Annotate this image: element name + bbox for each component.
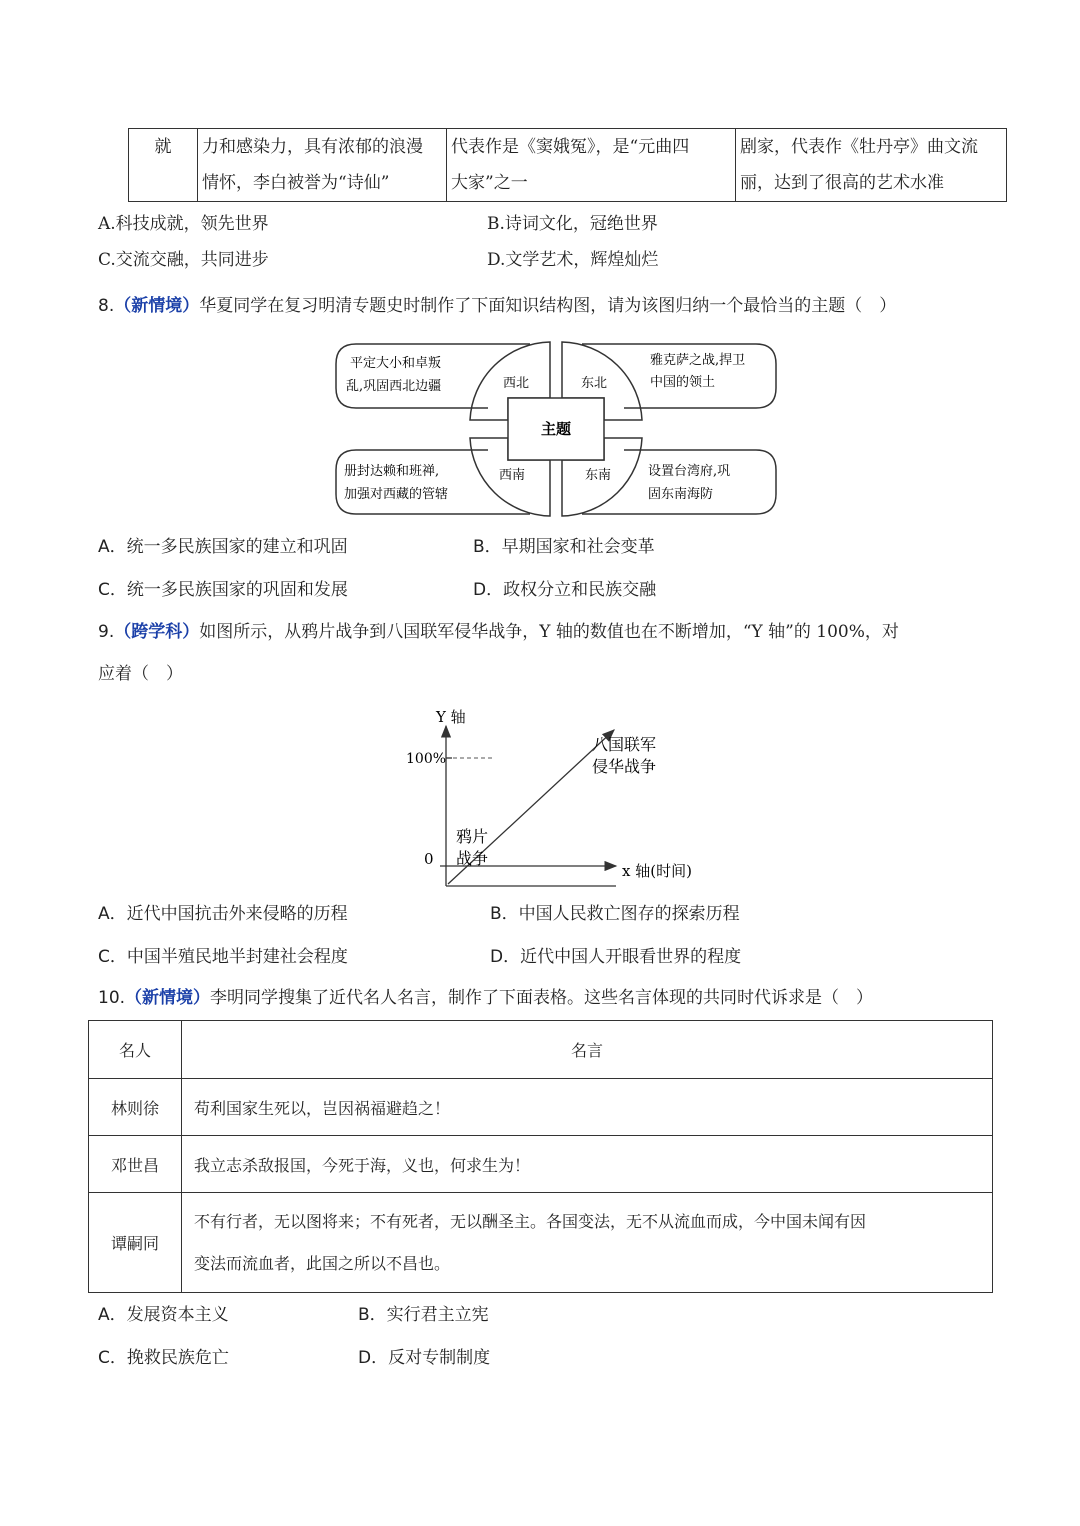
- table-header-quote: 名言: [182, 1021, 993, 1079]
- center-label: 主题: [540, 420, 572, 438]
- y-axis-label: Y 轴: [436, 708, 466, 726]
- table-cell: 剧家，代表作《牡丹亭》曲文流 丽，达到了很高的艺术水准: [736, 129, 1007, 202]
- table-cell-name: 谭嗣同: [89, 1193, 182, 1293]
- se-text-line1: 设置台湾府,巩: [648, 464, 731, 479]
- q8-option-a[interactable]: A．统一多民族国家的建立和巩固: [98, 537, 348, 557]
- q8-option-c[interactable]: C．统一多民族国家的巩固和发展: [98, 580, 348, 600]
- nw-region-label: 西北: [502, 376, 530, 391]
- q10-quotes-table: [88, 1020, 993, 1293]
- y-tick-100-label: 100%: [406, 751, 447, 767]
- q8-stem: 8.（新情境）华夏同学在复习明清专题史时制作了下面知识结构图，请为该图归纳一个最恰当的主题（ ）: [98, 296, 897, 316]
- q8-knowledge-diagram: [330, 334, 782, 522]
- table-row: [89, 1136, 993, 1193]
- table-cell-quote: 苟利国家生死以，岂因祸福避趋之！: [182, 1079, 993, 1136]
- end-label-line1: 八国联军: [592, 735, 657, 754]
- start-label-line2: 战争: [456, 849, 489, 868]
- ne-text-line2: 中国的领土: [650, 375, 716, 390]
- q10-stem: 10.（新情境）李明同学搜集了近代名人名言，制作了下面表格。这些名言体现的共同时代诉求是（ ）: [98, 988, 874, 1008]
- q7-option-d[interactable]: D.文学艺术，辉煌灿烂: [487, 250, 659, 270]
- se-text-line2: 固东南海防: [648, 487, 714, 502]
- nw-text-box: [336, 344, 530, 408]
- origin-label: 0: [424, 850, 434, 868]
- table-row: [89, 1079, 993, 1136]
- table-cell-name: 林则徐: [89, 1079, 182, 1136]
- table-header-name: 名人: [89, 1021, 182, 1079]
- q8-option-d[interactable]: D．政权分立和民族交融: [473, 580, 657, 600]
- q10-option-c[interactable]: C．挽救民族危亡: [98, 1348, 229, 1368]
- previous-question-table: [128, 128, 1007, 202]
- table-cell-name: 邓世昌: [89, 1136, 182, 1193]
- nw-text-line1: 平定大小和卓叛: [350, 356, 442, 371]
- ne-region-label: 东北: [580, 376, 608, 391]
- start-label-line1: 鸦片: [456, 827, 489, 846]
- q10-option-d[interactable]: D．反对专制制度: [358, 1348, 491, 1368]
- q9-option-d[interactable]: D．近代中国人开眼看世界的程度: [490, 947, 742, 967]
- q9-stem-line2: 应着（ ）: [98, 664, 183, 684]
- end-label-line2: 侵华战争: [592, 757, 657, 776]
- table-cell: 就: [129, 129, 198, 202]
- table-cell: 代表作是《窦娥冤》，是“元曲四 大家”之一: [447, 129, 736, 202]
- q10-option-a[interactable]: A．发展资本主义: [98, 1305, 229, 1325]
- table-cell-quote: 不有行者，无以图将来；不有死者，无以酬圣主。各国变法，无不从流血而成，今中国未闻有因 变法而流血者，此国之所以不昌也。: [182, 1193, 993, 1293]
- table-row: [89, 1193, 993, 1293]
- q8-option-b[interactable]: B．早期国家和社会变革: [473, 537, 655, 557]
- q9-line-chart: [396, 700, 706, 890]
- q9-option-c[interactable]: C．中国半殖民地半封建社会程度: [98, 947, 348, 967]
- sw-region-label: 西南: [498, 468, 526, 483]
- q7-option-a[interactable]: A.科技成就，领先世界: [98, 214, 269, 234]
- se-text-box: [582, 450, 776, 514]
- q9-option-a[interactable]: A．近代中国抗击外来侵略的历程: [98, 904, 348, 924]
- sw-text-line1: 册封达赖和班禅,: [344, 464, 440, 479]
- sw-text-line2: 加强对西藏的管辖: [344, 487, 449, 502]
- q7-option-c[interactable]: C.交流交融，共同进步: [98, 250, 269, 270]
- q10-option-b[interactable]: B．实行君主立宪: [358, 1305, 489, 1325]
- ne-text-line1: 雅克萨之战,捍卫: [650, 353, 746, 368]
- table-cell: 力和感染力，具有浓郁的浪漫 情怀，李白被誉为“诗仙”: [198, 129, 447, 202]
- x-axis-label: x 轴(时间): [622, 862, 692, 880]
- q7-option-b[interactable]: B.诗词文化，冠绝世界: [487, 214, 658, 234]
- q9-stem-line1: 9.（跨学科）如图所示，从鸦片战争到八国联军侵华战争，Y 轴的数值也在不断增加，“Y 轴”的 100%，对: [98, 622, 899, 642]
- table-cell-quote: 我立志杀敌报国，今死于海，义也，何求生为！: [182, 1136, 993, 1193]
- se-region-label: 东南: [584, 468, 612, 483]
- nw-text-line2: 乱,巩固西北边疆: [346, 379, 442, 394]
- q9-option-b[interactable]: B．中国人民救亡图存的探索历程: [490, 904, 740, 924]
